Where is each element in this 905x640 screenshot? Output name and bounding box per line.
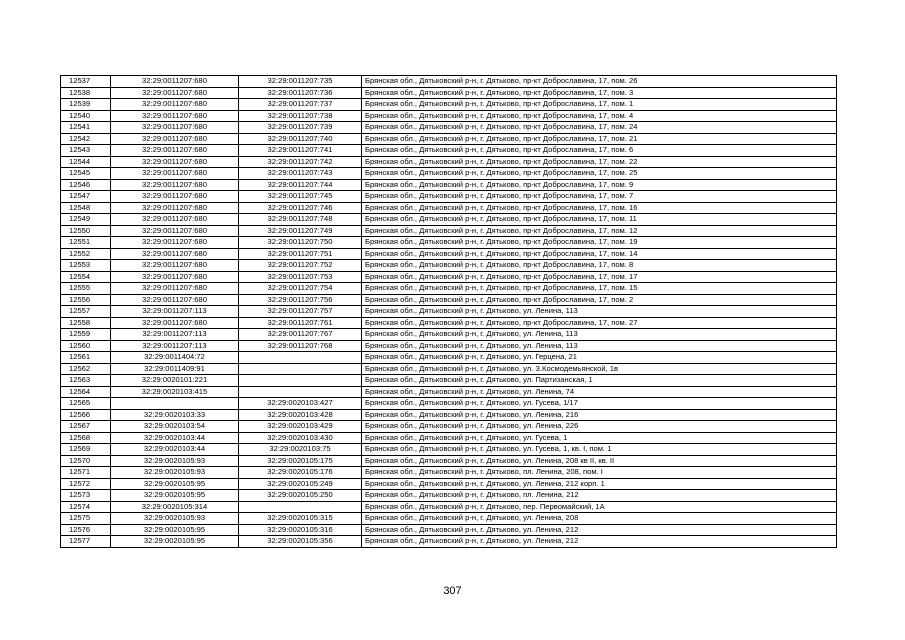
cadastral-number-cell: 32:29:0011207:743 bbox=[239, 168, 362, 180]
table-row bbox=[61, 421, 837, 433]
address-cell: Брянская обл., Дятьковский р-н, г. Дятьково, пр-кт Доброславина, 17, пом. 22 bbox=[362, 156, 837, 168]
cadastral-number-cell: 32:29:0011207:740 bbox=[239, 133, 362, 145]
table-row bbox=[61, 76, 837, 88]
row-number-cell: 12559 bbox=[61, 329, 111, 341]
table-row bbox=[61, 467, 837, 479]
parent-cadastral-number-cell: 32:29:0020103:44 bbox=[111, 444, 239, 456]
address-cell: Брянская обл., Дятьковский р-н, г. Дятьково, ул. З.Космодемьянской, 1в bbox=[362, 363, 837, 375]
cadastral-number-cell: 32:29:0011207:742 bbox=[239, 156, 362, 168]
parent-cadastral-number-cell: 32:29:0011207:680 bbox=[111, 214, 239, 226]
parent-cadastral-number-cell: 32:29:0011207:680 bbox=[111, 133, 239, 145]
table-row bbox=[61, 202, 837, 214]
row-number-cell: 12566 bbox=[61, 409, 111, 421]
parent-cadastral-number-cell: 32:29:0011409:91 bbox=[111, 363, 239, 375]
address-cell: Брянская обл., Дятьковский р-н, г. Дятьково, ул. Гусева, 1/17 bbox=[362, 398, 837, 410]
address-cell: Брянская обл., Дятьковский р-н, г. Дятьково, ул. Гусева, 1, кв. I, пом. 1 bbox=[362, 444, 837, 456]
address-cell: Брянская обл., Дятьковский р-н, г. Дятьково, пр-кт Доброславина, 17, пом. 26 bbox=[362, 76, 837, 88]
page-number: 307 bbox=[443, 585, 462, 597]
row-number-cell: 12575 bbox=[61, 513, 111, 525]
cadastral-number-cell bbox=[239, 386, 362, 398]
row-number-cell: 12571 bbox=[61, 467, 111, 479]
address-cell: Брянская обл., Дятьковский р-н, г. Дятьково, ул. Гусева, 1 bbox=[362, 432, 837, 444]
cadastral-number-cell: 32:29:0011207:744 bbox=[239, 179, 362, 191]
cadastral-number-cell bbox=[239, 501, 362, 513]
cadastral-number-cell: 32:29:0011207:756 bbox=[239, 294, 362, 306]
table-row bbox=[61, 225, 837, 237]
table-row bbox=[61, 99, 837, 111]
row-number-cell: 12553 bbox=[61, 260, 111, 272]
row-number-cell: 12538 bbox=[61, 87, 111, 99]
parent-cadastral-number-cell: 32:29:0011207:680 bbox=[111, 122, 239, 134]
cadastral-table bbox=[60, 75, 837, 548]
address-cell: Брянская обл., Дятьковский р-н, г. Дятьково, ул. Партизанская, 1 bbox=[362, 375, 837, 387]
table-row bbox=[61, 340, 837, 352]
cadastral-number-cell: 32:29:0011207:739 bbox=[239, 122, 362, 134]
parent-cadastral-number-cell: 32:29:0020101:221 bbox=[111, 375, 239, 387]
row-number-cell: 12565 bbox=[61, 398, 111, 410]
table-row bbox=[61, 490, 837, 502]
parent-cadastral-number-cell: 32:29:0011207:680 bbox=[111, 294, 239, 306]
table-row bbox=[61, 513, 837, 525]
parent-cadastral-number-cell: 32:29:0020105:95 bbox=[111, 478, 239, 490]
table-row bbox=[61, 432, 837, 444]
address-cell: Брянская обл., Дятьковский р-н, г. Дятьково, пр-кт Доброславина, 17, пом. 24 bbox=[362, 122, 837, 134]
table-row bbox=[61, 191, 837, 203]
row-number-cell: 12539 bbox=[61, 99, 111, 111]
table-row bbox=[61, 444, 837, 456]
address-cell: Брянская обл., Дятьковский р-н, г. Дятьково, пр-кт Доброславина, 17, пом. 4 bbox=[362, 110, 837, 122]
table-row bbox=[61, 363, 837, 375]
parent-cadastral-number-cell: 32:29:0020105:95 bbox=[111, 536, 239, 548]
parent-cadastral-number-cell: 32:29:0011207:680 bbox=[111, 87, 239, 99]
cadastral-number-cell: 32:29:0011207:735 bbox=[239, 76, 362, 88]
parent-cadastral-number-cell: 32:29:0020105:93 bbox=[111, 467, 239, 479]
parent-cadastral-number-cell: 32:29:0011207:680 bbox=[111, 145, 239, 157]
parent-cadastral-number-cell: 32:29:0011207:113 bbox=[111, 340, 239, 352]
table-row bbox=[61, 409, 837, 421]
row-number-cell: 12572 bbox=[61, 478, 111, 490]
row-number-cell: 12558 bbox=[61, 317, 111, 329]
cadastral-number-cell: 32:29:0020105:250 bbox=[239, 490, 362, 502]
cadastral-number-cell: 32:29:0020105:316 bbox=[239, 524, 362, 536]
table-row bbox=[61, 317, 837, 329]
address-cell: Брянская обл., Дятьковский р-н, г. Дятьково, ул. Ленина, 113 bbox=[362, 340, 837, 352]
address-cell: Брянская обл., Дятьковский р-н, г. Дятьково, пр-кт Доброславина, 17, пом. 2 bbox=[362, 294, 837, 306]
row-number-cell: 12557 bbox=[61, 306, 111, 318]
cadastral-number-cell: 32:29:0011207:761 bbox=[239, 317, 362, 329]
cadastral-number-cell: 32:29:0020105:356 bbox=[239, 536, 362, 548]
table-row bbox=[61, 375, 837, 387]
address-cell: Брянская обл., Дятьковский р-н, г. Дятьково, ул. Ленина, 216 bbox=[362, 409, 837, 421]
cadastral-number-cell: 32:29:0011207:768 bbox=[239, 340, 362, 352]
table-row bbox=[61, 352, 837, 364]
address-cell: Брянская обл., Дятьковский р-н, г. Дятьково, ул. Ленина, 113 bbox=[362, 329, 837, 341]
row-number-cell: 12555 bbox=[61, 283, 111, 295]
parent-cadastral-number-cell: 32:29:0011207:680 bbox=[111, 248, 239, 260]
row-number-cell: 12546 bbox=[61, 179, 111, 191]
address-cell: Брянская обл., Дятьковский р-н, г. Дятьково, пр-кт Доброславина, 17, пом. 6 bbox=[362, 145, 837, 157]
parent-cadastral-number-cell: 32:29:0011207:680 bbox=[111, 168, 239, 180]
row-number-cell: 12568 bbox=[61, 432, 111, 444]
row-number-cell: 12570 bbox=[61, 455, 111, 467]
cadastral-number-cell: 32:29:0011207:751 bbox=[239, 248, 362, 260]
table-row bbox=[61, 398, 837, 410]
parent-cadastral-number-cell: 32:29:0020105:93 bbox=[111, 455, 239, 467]
parent-cadastral-number-cell: 32:29:0011404:72 bbox=[111, 352, 239, 364]
table-row bbox=[61, 179, 837, 191]
table-row bbox=[61, 329, 837, 341]
address-cell: Брянская обл., Дятьковский р-н, г. Дятьково, ул. Ленина, 212 bbox=[362, 536, 837, 548]
parent-cadastral-number-cell: 32:29:0020105:95 bbox=[111, 524, 239, 536]
parent-cadastral-number-cell bbox=[111, 398, 239, 410]
parent-cadastral-number-cell: 32:29:0011207:680 bbox=[111, 317, 239, 329]
parent-cadastral-number-cell: 32:29:0011207:113 bbox=[111, 306, 239, 318]
parent-cadastral-number-cell: 32:29:0011207:680 bbox=[111, 99, 239, 111]
parent-cadastral-number-cell: 32:29:0011207:680 bbox=[111, 283, 239, 295]
table-row bbox=[61, 536, 837, 548]
row-number-cell: 12569 bbox=[61, 444, 111, 456]
address-cell: Брянская обл., Дятьковский р-н, г. Дятьково, пр-кт Доброславина, 17, пом. 27 bbox=[362, 317, 837, 329]
cadastral-number-cell: 32:29:0011207:745 bbox=[239, 191, 362, 203]
address-cell: Брянская обл., Дятьковский р-н, г. Дятьково, пр-кт Доброславина, 17, пом. 12 bbox=[362, 225, 837, 237]
row-number-cell: 12544 bbox=[61, 156, 111, 168]
cadastral-number-cell: 32:29:0011207:753 bbox=[239, 271, 362, 283]
cadastral-number-cell: 32:29:0020105:315 bbox=[239, 513, 362, 525]
table-row bbox=[61, 87, 837, 99]
table-row bbox=[61, 214, 837, 226]
row-number-cell: 12551 bbox=[61, 237, 111, 249]
table-row bbox=[61, 501, 837, 513]
table-row bbox=[61, 260, 837, 272]
row-number-cell: 12573 bbox=[61, 490, 111, 502]
cadastral-number-cell: 32:29:0011207:754 bbox=[239, 283, 362, 295]
cadastral-number-cell: 32:29:0011207:748 bbox=[239, 214, 362, 226]
cadastral-number-cell: 32:29:0020105:176 bbox=[239, 467, 362, 479]
address-cell: Брянская обл., Дятьковский р-н, г. Дятьково, ул. Ленина, 113 bbox=[362, 306, 837, 318]
row-number-cell: 12577 bbox=[61, 536, 111, 548]
table-row bbox=[61, 145, 837, 157]
cadastral-number-cell: 32:29:0011207:737 bbox=[239, 99, 362, 111]
row-number-cell: 12563 bbox=[61, 375, 111, 387]
table-row bbox=[61, 248, 837, 260]
table-row bbox=[61, 294, 837, 306]
address-cell: Брянская обл., Дятьковский р-н, г. Дятьково, пр-кт Доброславина, 17, пом. 25 bbox=[362, 168, 837, 180]
row-number-cell: 12542 bbox=[61, 133, 111, 145]
row-number-cell: 12540 bbox=[61, 110, 111, 122]
cadastral-number-cell bbox=[239, 375, 362, 387]
address-cell: Брянская обл., Дятьковский р-н, г. Дятьково, пр-кт Доброславина, 17, пом. 7 bbox=[362, 191, 837, 203]
table-row bbox=[61, 133, 837, 145]
row-number-cell: 12549 bbox=[61, 214, 111, 226]
address-cell: Брянская обл., Дятьковский р-н, г. Дятьково, ул. Ленина, 74 bbox=[362, 386, 837, 398]
row-number-cell: 12548 bbox=[61, 202, 111, 214]
address-cell: Брянская обл., Дятьковский р-н, г. Дятьково, ул. Герцена, 21 bbox=[362, 352, 837, 364]
address-cell: Брянская обл., Дятьковский р-н, г. Дятьково, пр-кт Доброславина, 17, пом. 8 bbox=[362, 260, 837, 272]
address-cell: Брянская обл., Дятьковский р-н, г. Дятьково, ул. Ленина, 226 bbox=[362, 421, 837, 433]
table-row bbox=[61, 168, 837, 180]
address-cell: Брянская обл., Дятьковский р-н, г. Дятьково, ул. Ленина, 208 bbox=[362, 513, 837, 525]
parent-cadastral-number-cell: 32:29:0020103:33 bbox=[111, 409, 239, 421]
row-number-cell: 12541 bbox=[61, 122, 111, 134]
cadastral-number-cell bbox=[239, 352, 362, 364]
row-number-cell: 12554 bbox=[61, 271, 111, 283]
row-number-cell: 12574 bbox=[61, 501, 111, 513]
cadastral-number-cell: 32:29:0011207:752 bbox=[239, 260, 362, 272]
row-number-cell: 12545 bbox=[61, 168, 111, 180]
table-row bbox=[61, 237, 837, 249]
address-cell: Брянская обл., Дятьковский р-н, г. Дятьково, пр-кт Доброславина, 17, пом. 1 bbox=[362, 99, 837, 111]
address-cell: Брянская обл., Дятьковский р-н, г. Дятьково, пр-кт Доброславина, 17, пом. 3 bbox=[362, 87, 837, 99]
address-cell: Брянская обл., Дятьковский р-н, г. Дятьково, пл. Ленина, 212 bbox=[362, 490, 837, 502]
cadastral-number-cell: 32:29:0011207:746 bbox=[239, 202, 362, 214]
table-row bbox=[61, 110, 837, 122]
address-cell: Брянская обл., Дятьковский р-н, г. Дятьково, пр-кт Доброславина, 17, пом. 17 bbox=[362, 271, 837, 283]
table-row bbox=[61, 122, 837, 134]
parent-cadastral-number-cell: 32:29:0011207:680 bbox=[111, 271, 239, 283]
cadastral-number-cell: 32:29:0011207:750 bbox=[239, 237, 362, 249]
cadastral-number-cell: 32:29:0020105:249 bbox=[239, 478, 362, 490]
parent-cadastral-number-cell: 32:29:0020103:44 bbox=[111, 432, 239, 444]
parent-cadastral-number-cell: 32:29:0011207:680 bbox=[111, 260, 239, 272]
row-number-cell: 12562 bbox=[61, 363, 111, 375]
address-cell: Брянская обл., Дятьковский р-н, г. Дятьково, пр-кт Доброславина, 17, пом. 16 bbox=[362, 202, 837, 214]
parent-cadastral-number-cell: 32:29:0011207:680 bbox=[111, 191, 239, 203]
address-cell: Брянская обл., Дятьковский р-н, г. Дятьково, пр-кт Доброславина, 17, пом. 11 bbox=[362, 214, 837, 226]
table-row bbox=[61, 386, 837, 398]
table-row bbox=[61, 271, 837, 283]
row-number-cell: 12576 bbox=[61, 524, 111, 536]
parent-cadastral-number-cell: 32:29:0020103:54 bbox=[111, 421, 239, 433]
row-number-cell: 12552 bbox=[61, 248, 111, 260]
parent-cadastral-number-cell: 32:29:0011207:680 bbox=[111, 179, 239, 191]
row-number-cell: 12556 bbox=[61, 294, 111, 306]
parent-cadastral-number-cell: 32:29:0020105:95 bbox=[111, 490, 239, 502]
parent-cadastral-number-cell: 32:29:0011207:680 bbox=[111, 225, 239, 237]
table-row bbox=[61, 455, 837, 467]
table-row bbox=[61, 524, 837, 536]
row-number-cell: 12547 bbox=[61, 191, 111, 203]
address-cell: Брянская обл., Дятьковский р-н, г. Дятьково, ул. Ленина, 208 кв II, кв. II bbox=[362, 455, 837, 467]
row-number-cell: 12537 bbox=[61, 76, 111, 88]
cadastral-number-cell: 32:29:0011207:749 bbox=[239, 225, 362, 237]
table-row bbox=[61, 283, 837, 295]
parent-cadastral-number-cell: 32:29:0011207:680 bbox=[111, 110, 239, 122]
cadastral-number-cell bbox=[239, 363, 362, 375]
parent-cadastral-number-cell: 32:29:0011207:113 bbox=[111, 329, 239, 341]
table-body bbox=[61, 76, 837, 548]
cadastral-number-cell: 32:29:0011207:767 bbox=[239, 329, 362, 341]
cadastral-number-cell: 32:29:0011207:757 bbox=[239, 306, 362, 318]
row-number-cell: 12543 bbox=[61, 145, 111, 157]
address-cell: Брянская обл., Дятьковский р-н, г. Дятьково, пр-кт Доброславина, 17, пом. 9 bbox=[362, 179, 837, 191]
address-cell: Брянская обл., Дятьковский р-н, г. Дятьково, пр-кт Доброславина, 17, пом. 15 bbox=[362, 283, 837, 295]
table-row bbox=[61, 156, 837, 168]
cadastral-number-cell: 32:29:0011207:738 bbox=[239, 110, 362, 122]
address-cell: Брянская обл., Дятьковский р-н, г. Дятьково, ул. Ленина, 212 корп. 1 bbox=[362, 478, 837, 490]
parent-cadastral-number-cell: 32:29:0020103:415 bbox=[111, 386, 239, 398]
cadastral-number-cell: 32:29:0011207:741 bbox=[239, 145, 362, 157]
address-cell: Брянская обл., Дятьковский р-н, г. Дятьково, пр-кт Доброславина, 17, пом. 14 bbox=[362, 248, 837, 260]
row-number-cell: 12564 bbox=[61, 386, 111, 398]
parent-cadastral-number-cell: 32:29:0011207:680 bbox=[111, 76, 239, 88]
cadastral-number-cell: 32:29:0020103:429 bbox=[239, 421, 362, 433]
parent-cadastral-number-cell: 32:29:0020105:93 bbox=[111, 513, 239, 525]
address-cell: Брянская обл., Дятьковский р-н, г. Дятьково, пр-кт Доброславина, 17, пом. 21 bbox=[362, 133, 837, 145]
row-number-cell: 12550 bbox=[61, 225, 111, 237]
address-cell: Брянская обл., Дятьковский р-н, г. Дятьково, пр-кт Доброславина, 17, пом. 19 bbox=[362, 237, 837, 249]
address-cell: Брянская обл., Дятьковский р-н, г. Дятьково, пл. Ленина, 208, пом. I bbox=[362, 467, 837, 479]
cadastral-number-cell: 32:29:0020105:175 bbox=[239, 455, 362, 467]
address-cell: Брянская обл., Дятьковский р-н, г. Дятьково, ул. Ленина, 212 bbox=[362, 524, 837, 536]
cadastral-number-cell: 32:29:0011207:736 bbox=[239, 87, 362, 99]
parent-cadastral-number-cell: 32:29:0011207:680 bbox=[111, 156, 239, 168]
cadastral-number-cell: 32:29:0020103:427 bbox=[239, 398, 362, 410]
row-number-cell: 12560 bbox=[61, 340, 111, 352]
row-number-cell: 12561 bbox=[61, 352, 111, 364]
table-row bbox=[61, 478, 837, 490]
address-cell: Брянская обл., Дятьковский р-н, г. Дятьково, пер. Первомайский, 1А bbox=[362, 501, 837, 513]
parent-cadastral-number-cell: 32:29:0011207:680 bbox=[111, 237, 239, 249]
parent-cadastral-number-cell: 32:29:0011207:680 bbox=[111, 202, 239, 214]
cadastral-number-cell: 32:29:0020103:75 bbox=[239, 444, 362, 456]
parent-cadastral-number-cell: 32:29:0020105:314 bbox=[111, 501, 239, 513]
table-row bbox=[61, 306, 837, 318]
cadastral-number-cell: 32:29:0020103:430 bbox=[239, 432, 362, 444]
row-number-cell: 12567 bbox=[61, 421, 111, 433]
cadastral-number-cell: 32:29:0020103:428 bbox=[239, 409, 362, 421]
